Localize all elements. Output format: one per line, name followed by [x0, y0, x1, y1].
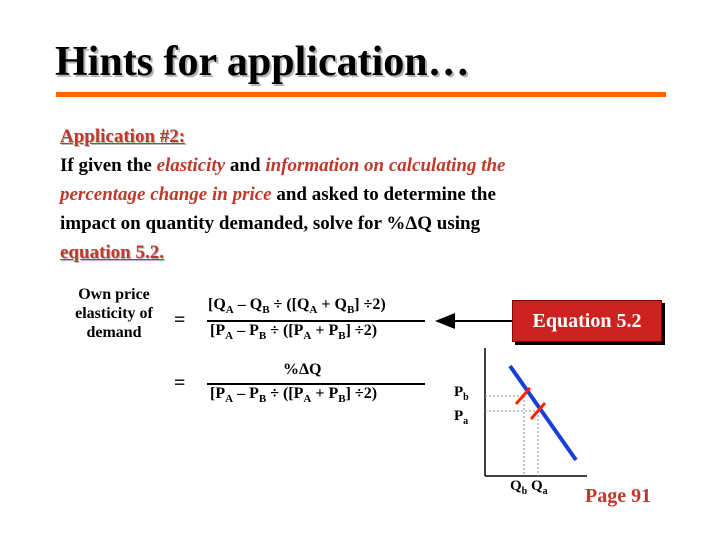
demand-curve — [510, 366, 576, 460]
label-line: elasticity of — [75, 305, 153, 322]
emphasis-elasticity: elasticity — [156, 155, 226, 176]
quantity-labels: $Q_b$ $Q_a$ — [510, 478, 548, 497]
price-label-a: $P_a$ — [454, 408, 469, 427]
equation-badge: Equation 5.2 — [512, 300, 662, 342]
slide-title: Hints for application… — [55, 39, 470, 85]
page-reference: Page 91 — [585, 485, 652, 507]
price-label-b: $P_b$ — [454, 384, 469, 403]
label-line: demand — [86, 324, 142, 341]
equation-reference: equation 5.2. — [60, 242, 164, 263]
emphasis-percentage-change: percentage change in price — [60, 184, 272, 205]
text-segment: and asked to determine the — [271, 184, 496, 205]
emphasis-information: information on calculating the — [265, 155, 506, 176]
equals-sign-2: = — [174, 372, 186, 394]
text-segment: impact on quantity demanded, solve for %ΔQ using — [60, 213, 481, 234]
label-line: Own price — [78, 286, 150, 303]
fraction1-denominator: [$P_A - P_B \div ([P_A + P_B] \div 2)$ — [210, 322, 378, 343]
fraction2-denominator: [$P_A - P_B \div ([P_A + P_B] \div 2)$ — [210, 385, 378, 406]
text-segment: If given the — [60, 155, 157, 176]
text-segment: and — [225, 155, 266, 176]
fraction1-numerator: [$Q_A - Q_B \div ([Q_A + Q_B] \div 2)$ — [208, 296, 386, 317]
equals-sign-1: = — [174, 309, 186, 331]
fraction2-numerator: %ΔQ — [283, 361, 322, 378]
application-heading: Application #2: — [60, 126, 186, 147]
